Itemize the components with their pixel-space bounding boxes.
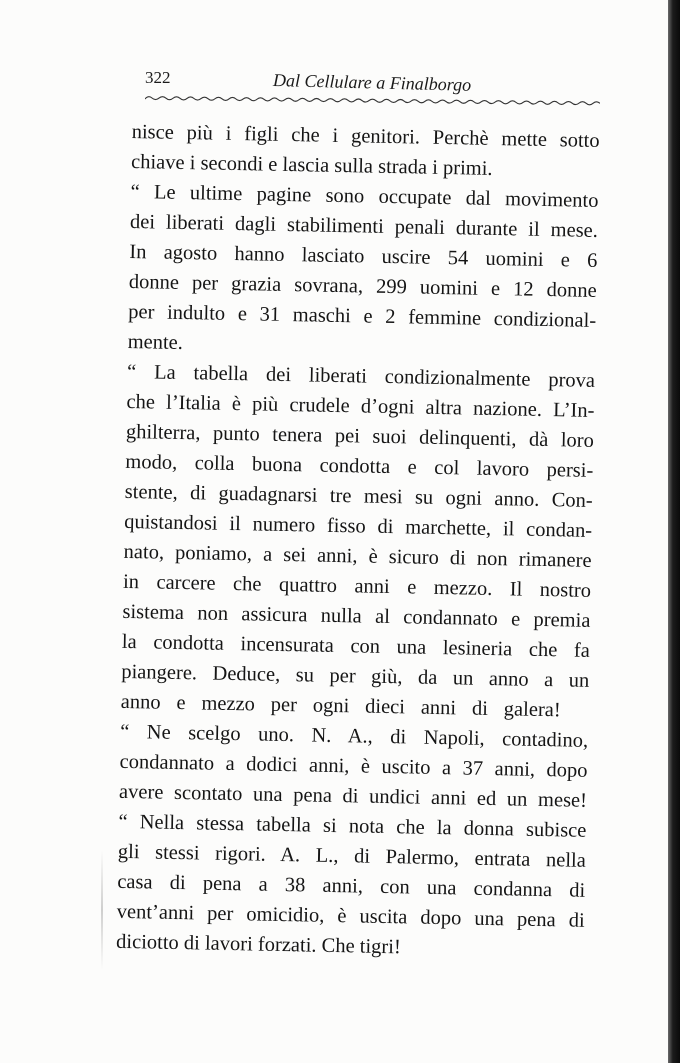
text-line: dei liberati dagli stabilimenti penali durante il mese. bbox=[129, 210, 599, 242]
text-line: diciotto di lavori forzati. Che tigri! bbox=[115, 930, 401, 959]
text-line: sistema non assicura nulla al condannato e premia bbox=[122, 600, 591, 632]
text-line: “ La tabella dei liberati condizionalmente prova bbox=[126, 360, 596, 392]
book-spine-edge bbox=[668, 0, 680, 1063]
text-line: per indulto e 31 maschi e 2 femmine condizional- bbox=[128, 300, 597, 332]
text-line: che l’Italia è più crudele d’ogni altra nazione. L’In- bbox=[126, 390, 595, 422]
page-header bbox=[145, 66, 600, 96]
text-line: quistandosi il numero fisso di marchette, il condan- bbox=[124, 510, 593, 542]
text-line: condannato a dodici anni, è uscito a 37 anni, dopo bbox=[119, 750, 588, 782]
page-number: 322 bbox=[145, 68, 171, 87]
text-line: avere scontato una pena di undici anni ed un mese! bbox=[118, 780, 588, 812]
body-text bbox=[116, 117, 602, 966]
text-line: In agosto hanno lasciato uscire 54 uomini e 6 bbox=[129, 240, 598, 272]
text-line: stente, di guadagnarsi tre mesi su ogni anno. Con- bbox=[124, 480, 593, 512]
text-line: gli stessi rigori. A. L., di Palermo, entrata nella bbox=[117, 840, 587, 872]
text-line: piangere. Deduce, su per giù, da un anno a un bbox=[121, 660, 590, 692]
text-line: nisce più i figli che i genitori. Perchè mette sotto bbox=[131, 120, 600, 152]
text-line: modo, colla buona condotta e col lavoro persi- bbox=[125, 450, 594, 482]
text-line: “ Nella stessa tabella si nota che la donna subisce bbox=[118, 810, 587, 842]
running-title: Dal Cellulare a Finalborgo bbox=[272, 70, 472, 95]
text-line: anno e mezzo per ogni dieci anni di galera! bbox=[120, 690, 561, 722]
text-line: casa di pena a 38 anni, con una condanna di bbox=[117, 870, 586, 902]
text-line: in carcere che quattro anni e mezzo. Il nostro bbox=[122, 570, 592, 602]
text-line: la condotta incensurata con una lesineria che fa bbox=[121, 630, 591, 662]
page-margin-mark bbox=[101, 850, 103, 970]
text-line: vent’anni per omicidio, è uscita dopo una pena di bbox=[116, 900, 585, 932]
text-line: chiave i secondi e lascia sulla strada i primi. bbox=[130, 150, 493, 180]
text-line: ghilterra, punto tenera pei suoi delinquenti, dà loro bbox=[125, 420, 595, 452]
text-line: mente. bbox=[127, 330, 184, 355]
text-line: nato, poniamo, a sei anni, è sicuro di non rimanere bbox=[123, 540, 592, 572]
text-line: “ Le ultime pagine sono occupate dal movimento bbox=[130, 180, 599, 212]
text-line: “ Ne scelgo uno. N. A., di Napoli, contadino, bbox=[119, 720, 589, 752]
text-line: donne per grazia sovrana, 299 uomini e 12 donne bbox=[128, 270, 597, 302]
ornamental-header-rule bbox=[145, 94, 600, 108]
